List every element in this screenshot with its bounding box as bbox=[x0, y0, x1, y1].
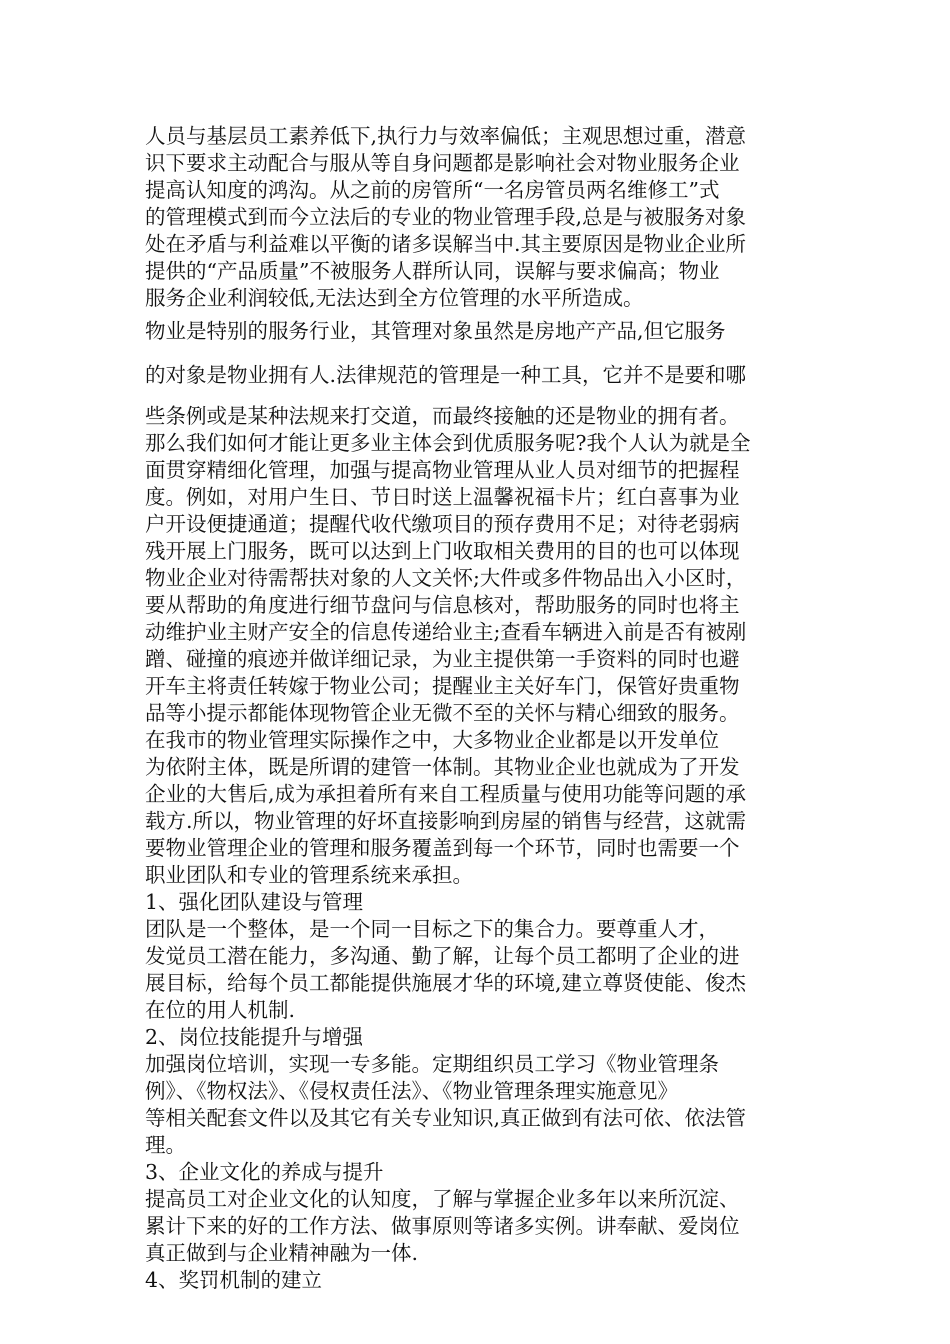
text-line: 那么我们如何才能让更多业主体会到优质服务呢?我个人认为就是全 bbox=[145, 431, 751, 455]
text-line: 动维护业主财产安全的信息传递给业主;查看车辆进入前是否有被剐 bbox=[145, 620, 747, 644]
text-line: 提供的“产品质量”不被服务人群所认同，误解与要求偏高；物业 bbox=[145, 259, 720, 283]
text-line: 在位的用人机制. bbox=[145, 998, 296, 1022]
text-line: 度。例如，对用户生日、节日时送上温馨祝福卡片；红白喜事为业 bbox=[145, 485, 740, 509]
text-line: 提高认知度的鸿沟。从之前的房管所“一名房管员两名维修工”式 bbox=[145, 178, 720, 202]
text-line: 为依附主体，既是所谓的建管一体制。其物业企业也就成为了开发 bbox=[145, 755, 740, 779]
text-line: 的对象是物业拥有人.法律规范的管理是一种工具，它并不是要和哪 bbox=[145, 363, 747, 387]
text-line: 发觉员工潜在能力，多沟通、勤了解，让每个员工都明了企业的进 bbox=[145, 944, 740, 968]
text-line: 等相关配套文件以及其它有关专业知识,真正做到有法可依、依法管 bbox=[145, 1106, 747, 1130]
text-line: 展目标，给每个员工都能提供施展才华的环境,建立尊贤使能、俊杰 bbox=[145, 971, 747, 995]
text-line: 面贯穿精细化管理，加强与提高物业管理从业人员对细节的把握程 bbox=[145, 458, 740, 482]
text-line: 例》、《物权法》、《侵权责任法》、《物业管理条理实施意见》 bbox=[145, 1079, 678, 1103]
text-line: 品等小提示都能体现物管企业无微不至的关怀与精心细致的服务。 bbox=[145, 701, 740, 725]
text-line: 提高员工对企业文化的认知度，了解与掌握企业多年以来所沉淀、 bbox=[145, 1187, 740, 1211]
text-line: 识下要求主动配合与服从等自身问题都是影响社会对物业服务企业 bbox=[145, 151, 740, 175]
text-line: 物业是特别的服务行业，其管理对象虽然是房地产产品,但它服务 bbox=[145, 319, 726, 343]
text-line: 累计下来的好的工作方法、做事原则等诸多实例。讲奉献、爱岗位 bbox=[145, 1214, 740, 1238]
section-heading: 1、强化团队建设与管理 bbox=[145, 890, 364, 914]
text-line: 真正做到与企业精神融为一体. bbox=[145, 1241, 419, 1265]
text-line: 职业团队和专业的管理系统来承担。 bbox=[145, 863, 473, 887]
text-line: 处在矛盾与利益难以平衡的诸多误解当中.其主要原因是物业企业所 bbox=[145, 232, 747, 256]
text-line: 载方.所以，物业管理的好坏直接影响到房屋的销售与经营，这就需 bbox=[145, 809, 747, 833]
section-heading: 3、企业文化的养成与提升 bbox=[145, 1160, 384, 1184]
text-line: 的管理模式到而今立法后的专业的物业管理手段,总是与被服务对象 bbox=[145, 205, 747, 229]
text-line: 蹭、碰撞的痕迹并做详细记录，为业主提供第一手资料的同时也避 bbox=[145, 647, 740, 671]
text-line: 户开设便捷通道；提醒代收代缴项目的预存费用不足；对待老弱病 bbox=[145, 512, 740, 536]
text-line: 些条例或是某种法规来打交道，而最终接触的还是物业的拥有者。 bbox=[145, 404, 740, 428]
text-line: 要物业管理企业的管理和服务覆盖到每一个环节，同时也需要一个 bbox=[145, 836, 740, 860]
text-line: 理。 bbox=[145, 1133, 186, 1157]
text-line: 物业企业对待需帮扶对象的人文关怀;大件或多件物品出入小区时， bbox=[145, 566, 747, 590]
section-heading: 4、奖罚机制的建立 bbox=[145, 1268, 323, 1292]
text-line: 开车主将责任转嫁于物业公司；提醒业主关好车门，保管好贵重物 bbox=[145, 674, 740, 698]
text-line: 加强岗位培训，实现一专多能。定期组织员工学习《物业管理条 bbox=[145, 1052, 719, 1076]
text-line: 在我市的物业管理实际操作之中，大多物业企业都是以开发单位 bbox=[145, 728, 719, 752]
text-line: 要从帮助的角度进行细节盘问与信息核对，帮助服务的同时也将主 bbox=[145, 593, 740, 617]
text-line: 人员与基层员工素养低下,执行力与效率偏低；主观思想过重，潜意 bbox=[145, 124, 747, 148]
text-line: 企业的大售后,成为承担着所有来自工程质量与使用功能等问题的承 bbox=[145, 782, 747, 806]
text-line: 服务企业利润较低,无法达到全方位管理的水平所造成。 bbox=[145, 286, 644, 310]
text-line: 残开展上门服务，既可以达到上门收取相关费用的目的也可以体现 bbox=[145, 539, 740, 563]
text-line: 团队是一个整体，是一个同一目标之下的集合力。要尊重人才， bbox=[145, 917, 719, 941]
section-heading: 2、岗位技能提升与增强 bbox=[145, 1025, 364, 1049]
